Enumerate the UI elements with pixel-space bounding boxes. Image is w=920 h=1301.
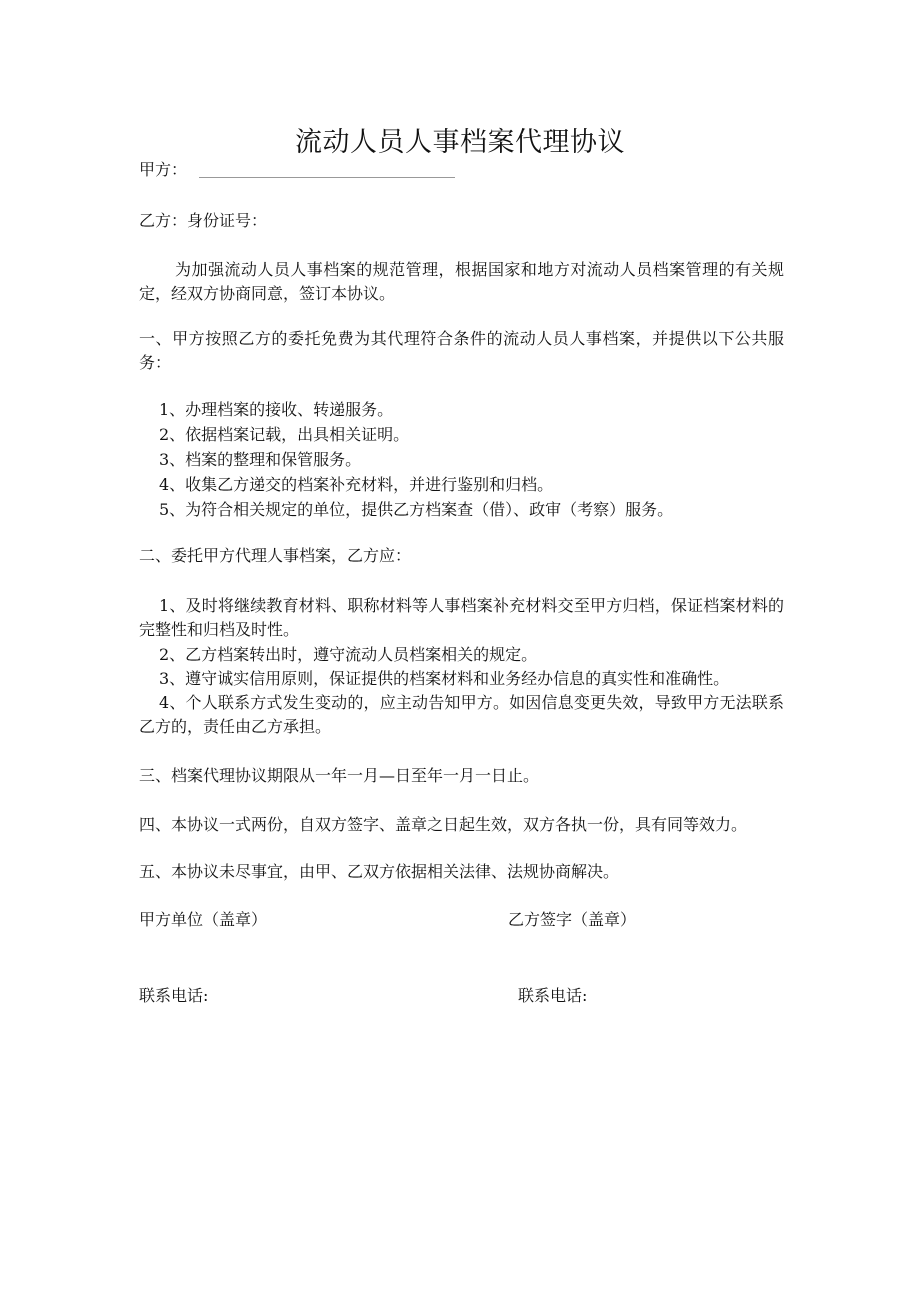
party-a-line <box>139 158 455 182</box>
party-b-phone-label: 联系电话: <box>518 986 588 1005</box>
preamble-paragraph: 为加强流动人员人事档案的规范管理，根据国家和地方对流动人员档案管理的有关规定，经双方协商同意，签订本协议。 <box>139 260 784 303</box>
party-a-seal-label: 甲方单位（盖章） <box>139 910 268 929</box>
section2-item: 4、个人联系方式发生变动的，应主动告知甲方。如因信息变更失效，导致甲方无法联系乙方的，责任由乙方承担。 <box>139 693 784 736</box>
document-title: 流动人员人事档案代理协议 <box>295 127 625 158</box>
section1-item: 3、档案的整理和保管服务。 <box>159 450 362 469</box>
party-b-line: 乙方：身份证号： <box>139 211 268 230</box>
section2-heading: 二、委托甲方代理人事档案，乙方应： <box>139 546 412 565</box>
section1-heading: 一、甲方按照乙方的委托免费为其代理符合条件的流动人员人事档案，并提供以下公共服务： <box>139 329 784 372</box>
party-a-blank-field <box>199 163 455 178</box>
section2-item: 3、遵守诚实信用原则，保证提供的档案材料和业务经办信息的真实性和准确性。 <box>159 669 730 688</box>
party-a-phone-label: 联系电话: <box>139 986 209 1005</box>
section1-item: 5、为符合相关规定的单位，提供乙方档案查（借）、政审（考察）服务。 <box>159 500 674 519</box>
section2-item: 2、乙方档案转出时，遵守流动人员档案相关的规定。 <box>159 645 538 664</box>
section5-paragraph: 五、本协议未尽事宜，由甲、乙双方依据相关法律、法规协商解决。 <box>139 862 620 881</box>
party-a-label: 甲方： <box>139 160 188 179</box>
section1-item: 2、依据档案记载，出具相关证明。 <box>159 425 410 444</box>
section4-paragraph: 四、本协议一式两份，自双方签字、盖章之日起生效，双方各执一份，具有同等效力。 <box>139 815 748 834</box>
section2-item: 1、及时将继续教育材料、职称材料等人事档案补充材料交至甲方归档，保证档案材料的完整性和归档及时性。 <box>139 596 784 639</box>
section1-item: 4、收集乙方递交的档案补充材料，并进行鉴别和归档。 <box>159 475 554 494</box>
section3-paragraph: 三、档案代理协议期限从一年一月—日至年一月一日止。 <box>139 766 540 785</box>
section1-item: 1、办理档案的接收、转递服务。 <box>159 400 394 419</box>
party-b-signature-label: 乙方签字（盖章） <box>508 910 637 929</box>
